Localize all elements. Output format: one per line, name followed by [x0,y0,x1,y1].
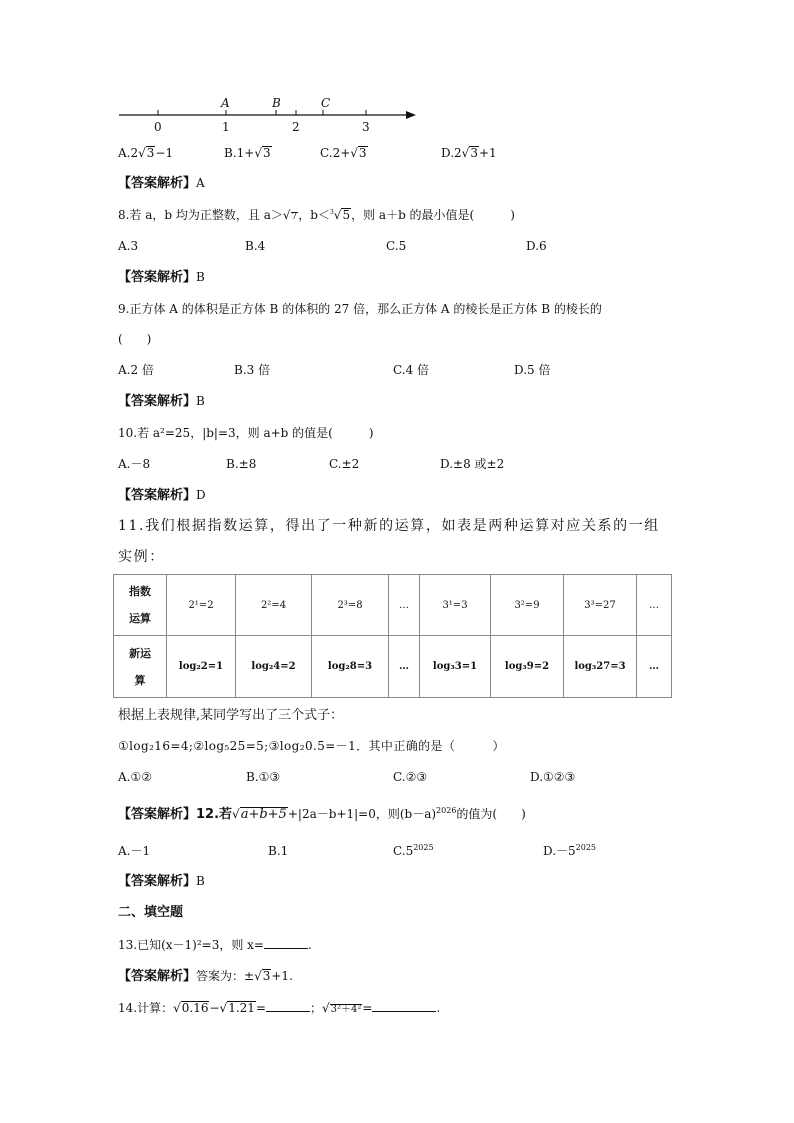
table-cell: 3³=27 [564,575,637,636]
q12-option-d: $D.-5^{2025}$ [543,843,597,858]
q8-option-b: B.4 [245,239,266,253]
q9-answer: 【答案解析】B [118,394,205,409]
q8-option-a: A.3 [118,239,139,253]
table-cell: 3²=9 [491,575,564,636]
q7-option-b: B.1+√3 [224,146,271,160]
tick-label-3: 3 [362,120,370,134]
q11-option-c: C.②③ [393,770,428,784]
q9-option-a: A.2 倍 [118,363,154,377]
table-cell: … [389,636,420,698]
q12-option-a: A.－1 [118,844,151,858]
q11-option-a: A.①② [118,770,152,784]
q9-option-b: B.3 倍 [234,363,271,377]
q11-question-line4: ①log₂16=4;②log₅25=5;③log₂0.5=－1．其中正确的是（ ） [118,739,505,753]
point-label-a: A [221,96,230,110]
q12-option-c: $C.5^{2025}$ [393,843,434,858]
table-row [114,575,672,636]
header-text: 新运 [129,646,151,660]
answer-blank [372,1001,436,1012]
q11-question-line1: 11.我们根据指数运算，得出了一种新的运算，如表是两种运算对应关系的一组 [118,518,660,534]
q10-option-c: C.±2 [329,457,360,471]
table-row [114,636,672,698]
q9-option-c: C.4 倍 [393,363,430,377]
table-cell: log₂2=1 [167,636,236,698]
table-cell: log₃9=2 [491,636,564,698]
q10-option-b: B.±8 [226,457,257,471]
header-text: 运算 [129,612,151,625]
q9-question-line2: ( ) [118,332,152,346]
table-cell: 2¹=2 [167,575,236,636]
q11-question-line2: 实例： [118,549,165,565]
table-cell: … [637,575,672,636]
q13-question: 13.已知(x－1)²=3，则 x= . [118,938,312,952]
q7-option-c: C.2+√3 [320,146,367,160]
q7-answer: 【答案解析】A [118,176,205,191]
table-cell: 3¹=3 [420,575,491,636]
q7-option-d: D.2√3+1 [441,146,497,160]
answer-blank [266,1001,310,1012]
table-header-cell [114,636,167,698]
table-cell: log₂8=3 [312,636,389,698]
point-label-b: B [272,96,281,110]
q8-answer: 【答案解析】B [118,270,205,285]
answer-blank [264,938,308,949]
q10-answer: 【答案解析】D [118,488,206,503]
q14-question: 14.计算：√0.16−√1.21= ；√3²＋4²= . [118,1001,441,1015]
q7-option-a: A.2√3−1 [118,146,174,160]
q8-option-d: D.6 [526,239,547,253]
exponent-log-table [113,574,672,698]
tick-label-1: 1 [222,120,230,134]
q9-option-d: D.5 倍 [514,363,551,377]
arrow-head-icon [406,111,416,119]
table-cell: log₃3=1 [420,636,491,698]
q13-answer: 【答案解析】答案为：±√3+1. [118,969,293,984]
q10-question: 10.若 a²=25，|b|=3，则 a+b 的值是( ) [118,426,374,440]
q8-option-c: C.5 [386,239,407,253]
table-cell: log₂4=2 [236,636,312,698]
header-text: 指数 [129,585,151,598]
q10-option-a: A.－8 [118,457,151,471]
table-cell: 2²=4 [236,575,312,636]
q11-option-b: B.①③ [246,770,281,784]
q12-number: 12.若 [196,807,233,822]
table-cell: 2³=8 [312,575,389,636]
table-cell: … [389,575,420,636]
q11-option-d: D.①②③ [530,770,576,784]
tick-label-0: 0 [154,120,162,134]
point-label-c: C [321,96,331,110]
q12-option-b: B.1 [268,844,289,858]
q8-question: 8.若 a，b 均为正整数，且 a＞√7，b＜$^3$√5，则 a＋b 的最小值是( ) [118,208,515,222]
q11-answer-label: 【答案解析】 [118,807,197,822]
q9-question-line1: 9.正方体 A 的体积是正方体 B 的体积的 27 倍，那么正方体 A 的棱长是正方体 B 的棱长的 [118,302,602,316]
table-cell: … [637,636,672,698]
table-header-cell [114,575,167,636]
table-cell: log₃27=3 [564,636,637,698]
q10-option-d: D.±8 或±2 [440,457,505,471]
header-text: 算 [134,673,146,687]
tick-label-2: 2 [292,120,300,134]
q12-answer: 【答案解析】B [118,874,205,889]
section-title-fill-blank: 二、填空题 [118,905,184,920]
q12-question: 【答案解析】12.若√a+b+5+|2a－b+1|=0，则$(b-a)^{2026}$的值为( ) [118,806,526,822]
q11-question-line3: 根据上表规律,某同学写出了三个式子： [118,708,344,723]
